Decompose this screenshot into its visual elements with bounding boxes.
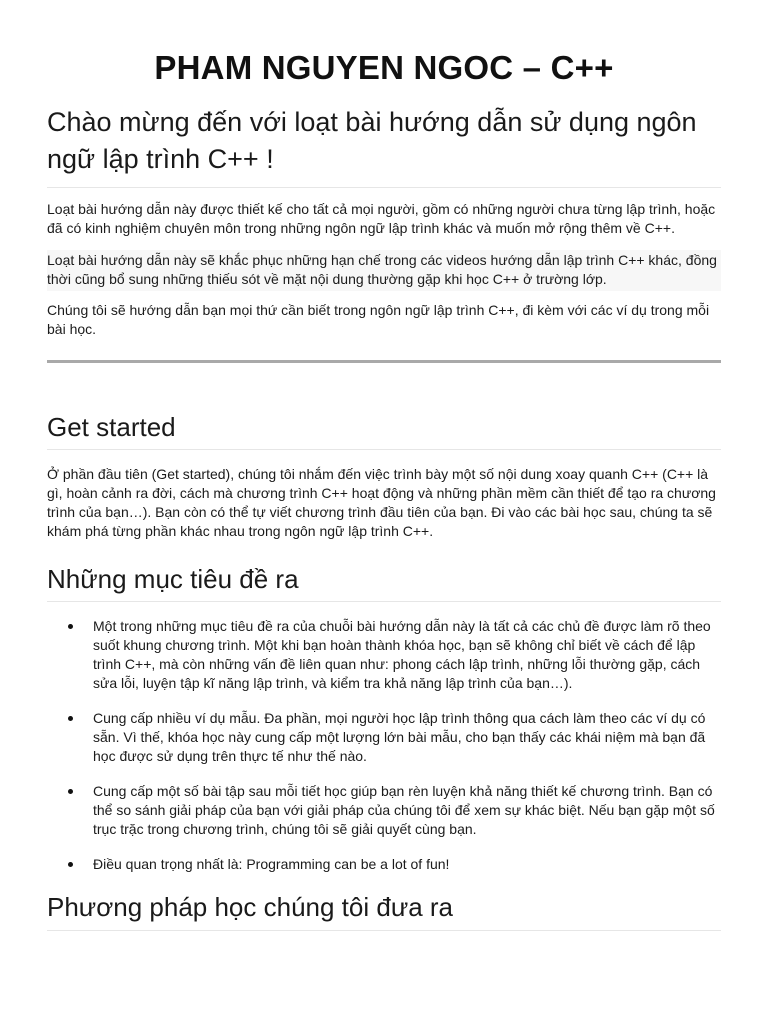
get-started-paragraph: Ở phần đầu tiên (Get started), chúng tôi nhắm đến việc trình bày một số nội dung xoay quanh C++ (C++ là gì, hoàn cảnh ra đời, cách mà chương trình C++ hoạt động và những phần mềm cần thiết để tạo ra chương trình của bạn…). Bạn còn có thể tự viết chương trình đầu tiên của bạn. Đi vào các bài học sau, chúng ta sẽ khám phá từng phần khác nhau trong ngôn ngữ lập trình C++. bbox=[47, 466, 716, 539]
goal-item-1 bbox=[47, 617, 721, 693]
section-divider bbox=[47, 360, 721, 363]
intro-paragraph-1: Loạt bài hướng dẫn này được thiết kế cho tất cả mọi người, gồm có những người chưa từng lập trình, hoặc đã có kinh nghiệm chuyên môn trong những ngôn ngữ lập trình khác và muốn mở rộng thêm về C++. bbox=[47, 201, 716, 236]
goal-item-text: Cung cấp một số bài tập sau mỗi tiết học giúp bạn rèn luyện khả năng thiết kế chương trình. Bạn có thể so sánh giải pháp của bạn với giải pháp của chúng tôi để xem sự khác biệt. Nếu bạn gặp một số trục trặc trong chương trình, chúng tôi sẽ giải quyết cùng bạn. bbox=[93, 783, 715, 837]
goal-item-2 bbox=[47, 709, 721, 766]
bullet-icon bbox=[68, 789, 73, 794]
goals-heading: Những mục tiêu đề ra bbox=[47, 562, 721, 602]
goal-item-3 bbox=[47, 782, 721, 839]
method-heading: Phương pháp học chúng tôi đưa ra bbox=[47, 890, 721, 931]
goal-item-4 bbox=[47, 855, 721, 874]
document-title: PHAM NGUYEN NGOC – C++ bbox=[154, 49, 614, 86]
goal-item-text: Cung cấp nhiều ví dụ mẫu. Đa phần, mọi người học lập trình thông qua cách làm theo các ví dụ có sẵn. Vì thế, khóa học này cung cấp một lượng lớn bài mẫu, cho bạn thấy các khái niệm mà bạn đã học được sử dụng trên thực tế như thế nào. bbox=[93, 710, 706, 764]
intro-paragraph-3: Chúng tôi sẽ hướng dẫn bạn mọi thứ cần biết trong ngôn ngữ lập trình C++, đi kèm với các ví dụ trong mỗi bài học. bbox=[47, 302, 710, 337]
goal-item-text: Điều quan trọng nhất là: Programming can be a lot of fun! bbox=[93, 856, 450, 872]
bullet-icon bbox=[68, 862, 73, 867]
get-started-heading: Get started bbox=[47, 410, 721, 450]
welcome-heading: Chào mừng đến với loạt bài hướng dẫn sử dụng ngôn ngữ lập trình C++ ! bbox=[47, 104, 721, 188]
intro-paragraph-2: Loạt bài hướng dẫn này sẽ khắc phục những hạn chế trong các videos hướng dẫn lập trình C++ khác, đồng thời cũng bổ sung những thiếu sót về mặt nội dung thường gặp khi học C++ ở trường lớp. bbox=[47, 250, 721, 291]
bullet-icon bbox=[68, 624, 73, 629]
goal-item-text: Một trong những mục tiêu đề ra của chuỗi bài hướng dẫn này là tất cả các chủ đề được làm rõ theo suốt khung chương trình. Một khi bạn hoàn thành khóa học, bạn sẽ không chỉ biết về cách để lập trình C++, mà còn những vấn đề liên quan như: phong cách lập trình, những lỗi thường gặp, cách sửa lỗi, luyện tập kĩ năng lập trình, và kiểm tra khả năng lập trình của bạn…). bbox=[93, 618, 711, 691]
bullet-icon bbox=[68, 716, 73, 721]
goals-list bbox=[47, 617, 721, 874]
